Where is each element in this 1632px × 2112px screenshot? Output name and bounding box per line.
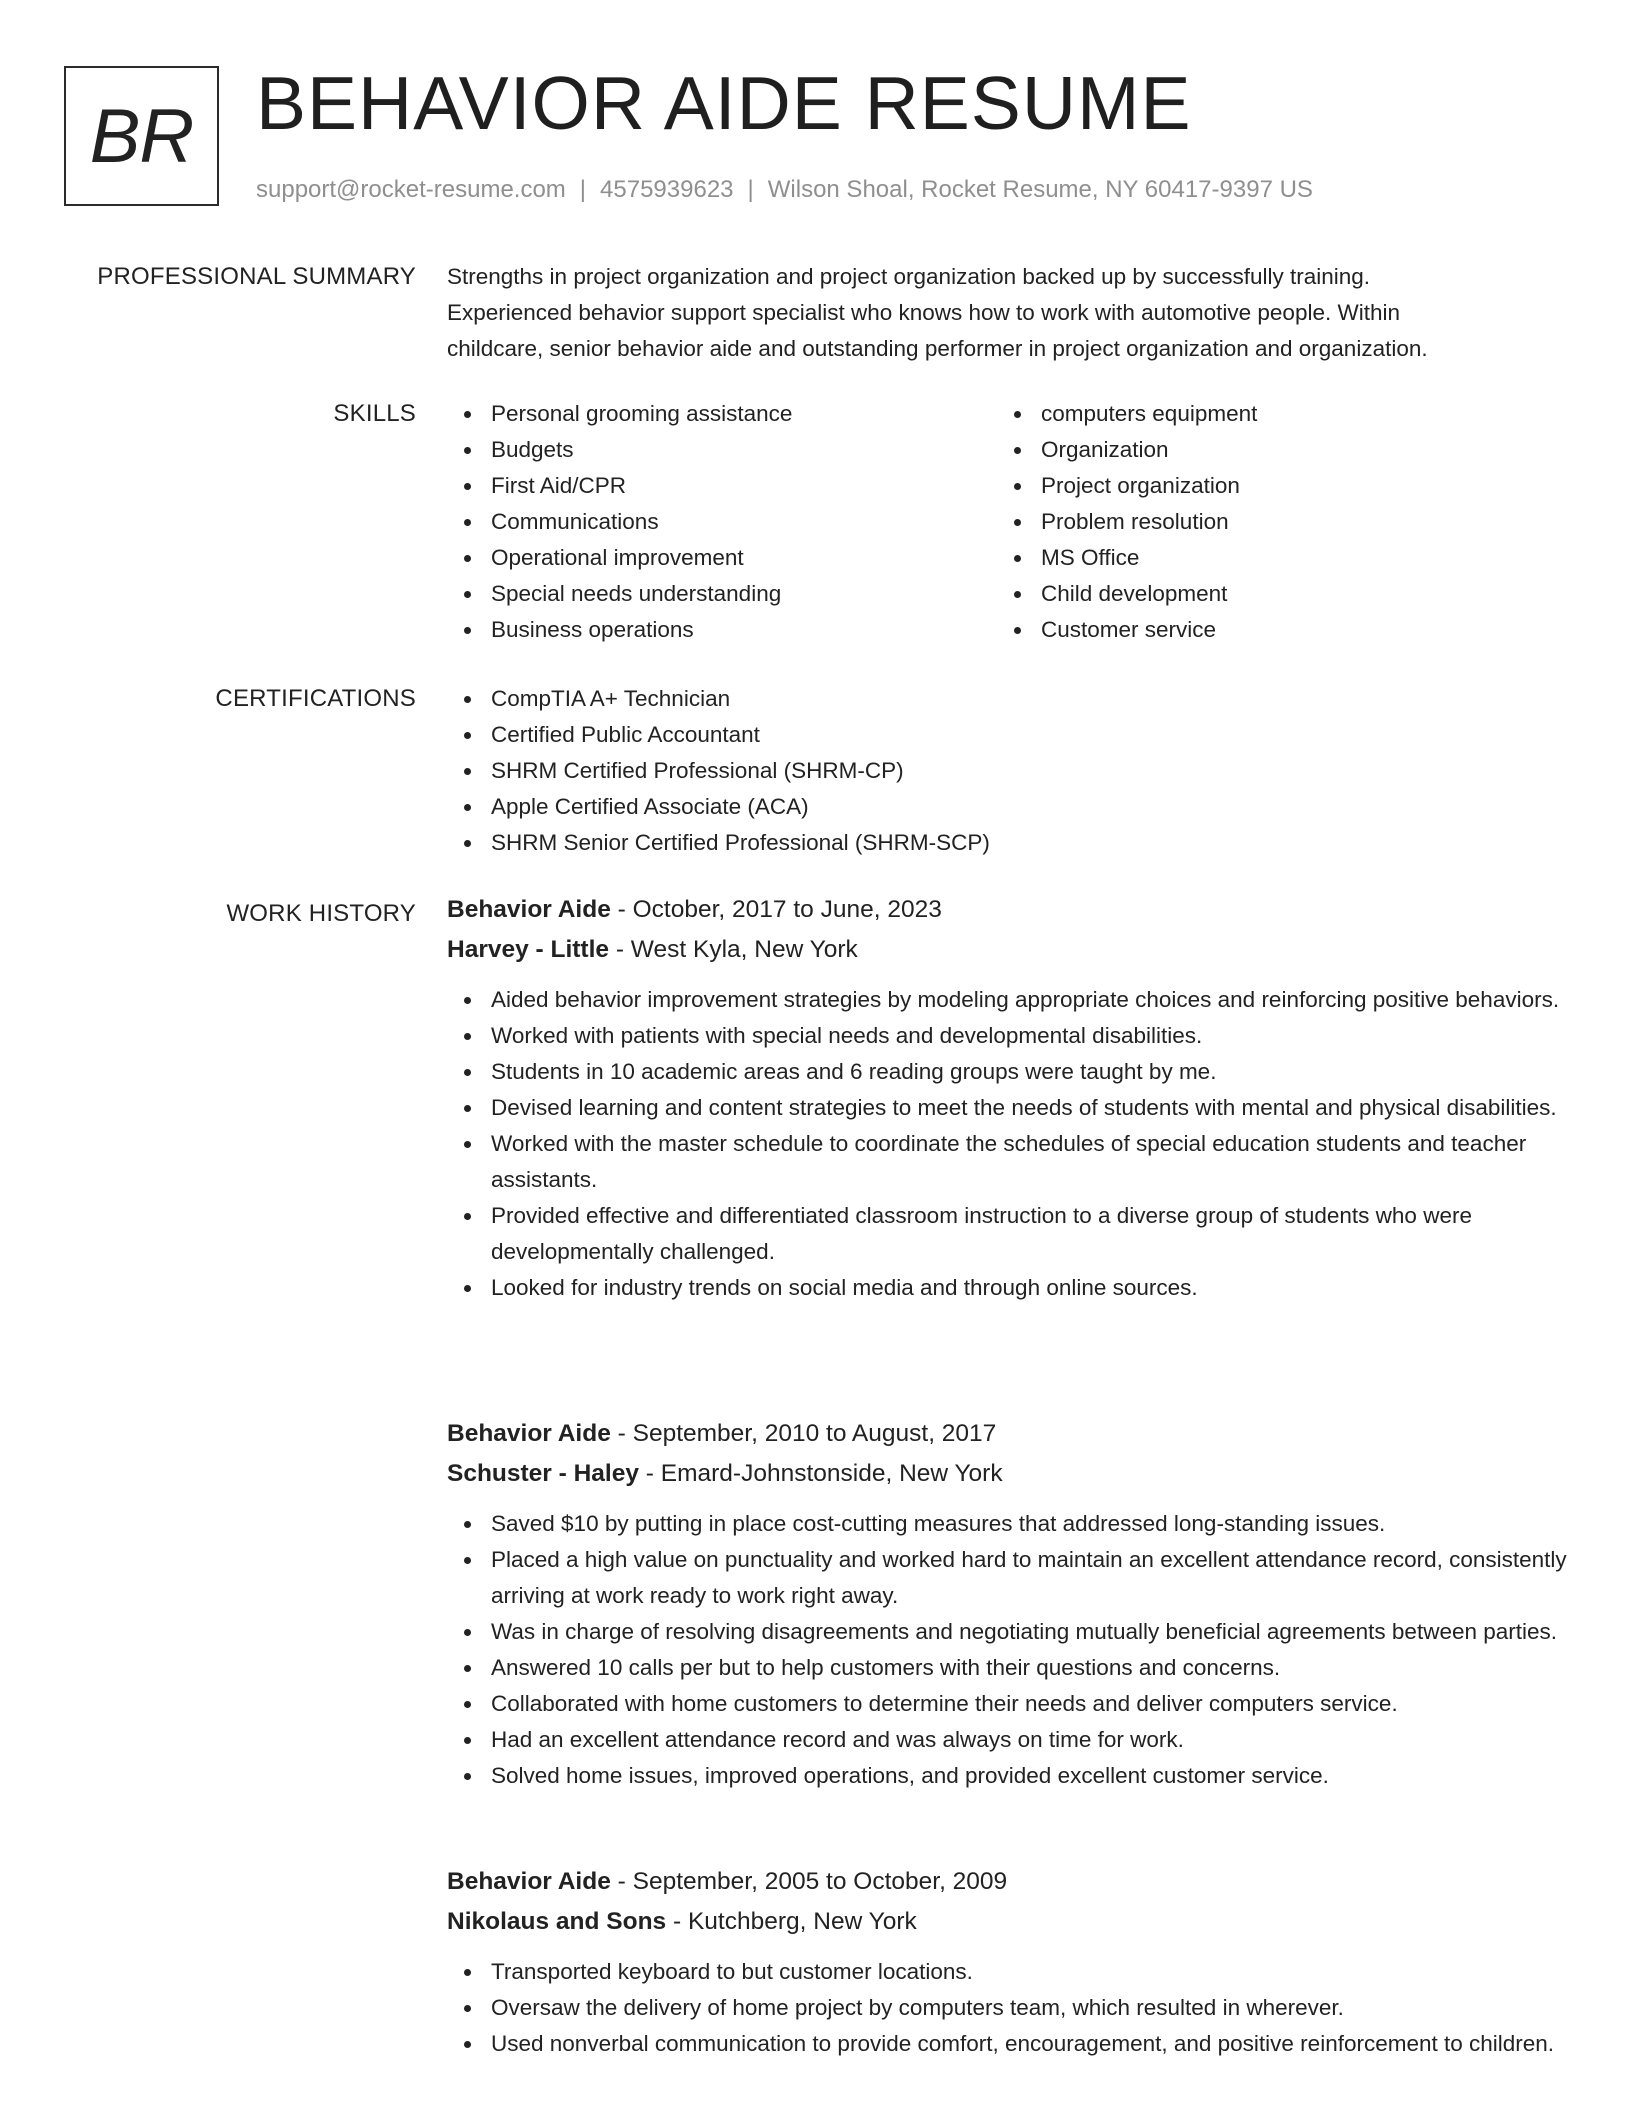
job-dates: - September, 2005 to October, 2009 [610, 1868, 1008, 1895]
skill-item: MS Office [1041, 540, 1257, 576]
job-duty: Had an excellent attendance record and was always on time for work. [491, 1722, 1567, 1758]
certifications-heading: CERTIFICATIONS [215, 685, 416, 712]
job-title: Behavior Aide [447, 1420, 611, 1447]
job-location: - Emard-Johnstonside, New York [639, 1460, 1003, 1487]
skill-item: Budgets [491, 432, 792, 468]
skills-list-right [997, 396, 1257, 648]
job-duty: Used nonverbal communication to provide comfort, encouragement, and positive reinforcement to children. [491, 2026, 1567, 2062]
contact-line [256, 174, 1313, 206]
skill-item: Child development [1041, 576, 1257, 612]
certification-item: Certified Public Accountant [491, 717, 1567, 753]
job-duty: Saved $10 by putting in place cost-cutting measures that addressed long-standing issues. [491, 1506, 1567, 1542]
job-company-line [447, 1454, 1567, 1494]
job-duties-list [447, 1506, 1567, 1794]
skill-item: Organization [1041, 432, 1257, 468]
job-duty: Was in charge of resolving disagreements and negotiating mutually beneficial agreements between parties. [491, 1614, 1567, 1650]
job-duty: Provided effective and differentiated classroom instruction to a diverse group of students who were developmentally challenged. [491, 1198, 1567, 1270]
certification-item: SHRM Senior Certified Professional (SHRM-SCP) [491, 825, 1567, 861]
skill-item: Customer service [1041, 612, 1257, 648]
certifications-list [447, 681, 1567, 861]
skill-item: Business operations [491, 612, 792, 648]
skill-item: computers equipment [1041, 396, 1257, 432]
monogram-initials: BR [89, 94, 194, 179]
job-duty: Worked with patients with special needs and developmental disabilities. [491, 1018, 1567, 1054]
summary-line: Experienced behavior support specialist who knows how to work with automotive people. Within [447, 300, 1400, 325]
monogram-logo [64, 66, 219, 206]
skill-item: Personal grooming assistance [491, 396, 792, 432]
job-dates: - September, 2010 to August, 2017 [610, 1420, 997, 1447]
skills-body [447, 396, 1567, 648]
job-duty: Aided behavior improvement strategies by modeling appropriate choices and reinforcing positive behaviors. [491, 982, 1567, 1018]
summary-line: Strengths in project organization and project organization backed up by successfully training. [447, 264, 1371, 289]
skills-list-left [447, 396, 792, 648]
job-location: - Kutchberg, New York [666, 1908, 917, 1935]
job-title: Behavior Aide [447, 1868, 611, 1895]
contact-email: support@rocket-resume.com [256, 176, 566, 203]
job-title-line [447, 1862, 1567, 1902]
job-duty: Solved home issues, improved operations, and provided excellent customer service. [491, 1758, 1567, 1794]
summary-line: childcare, senior behavior aide and outstanding performer in project organization and organization. [447, 336, 1428, 361]
certification-item: SHRM Certified Professional (SHRM-CP) [491, 753, 1567, 789]
skill-item: Problem resolution [1041, 504, 1257, 540]
work-history-heading: WORK HISTORY [226, 900, 416, 927]
skill-item: Communications [491, 504, 792, 540]
contact-separator: | [747, 176, 754, 203]
job-duty: Oversaw the delivery of home project by computers team, which resulted in wherever. [491, 1990, 1567, 2026]
skill-item: Operational improvement [491, 540, 792, 576]
job-title-line [447, 1414, 1567, 1454]
job-company: Nikolaus and Sons [447, 1908, 667, 1935]
certification-item: CompTIA A+ Technician [491, 681, 1567, 717]
contact-separator: | [579, 176, 587, 203]
job-entry [447, 890, 1567, 1306]
certification-item: Apple Certified Associate (ACA) [491, 789, 1567, 825]
job-location: - West Kyla, New York [609, 936, 858, 963]
job-duty: Placed a high value on punctuality and worked hard to maintain an excellent attendance record, consistently arriving at work ready to work right away. [491, 1542, 1567, 1614]
job-duty: Transported keyboard to but customer locations. [491, 1954, 1567, 1990]
job-duty: Worked with the master schedule to coordinate the schedules of special education students and teacher assistants. [491, 1126, 1567, 1198]
job-duty: Collaborated with home customers to determine their needs and deliver computers service. [491, 1686, 1567, 1722]
job-dates: - October, 2017 to June, 2023 [610, 896, 942, 923]
skills-heading: SKILLS [333, 400, 416, 427]
job-company: Schuster - Haley [447, 1460, 639, 1487]
job-title: Behavior Aide [447, 896, 611, 923]
job-entry [447, 1414, 1567, 1794]
job-duties-list [447, 1954, 1567, 2062]
contact-phone: 4575939623 [600, 176, 734, 203]
job-title-line [447, 890, 1567, 930]
job-duties-list [447, 982, 1567, 1306]
job-duty: Students in 10 academic areas and 6 reading groups were taught by me. [491, 1054, 1567, 1090]
page-title: BEHAVIOR AIDE RESUME [256, 61, 1192, 145]
certifications-body [447, 681, 1567, 861]
contact-address: Wilson Shoal, Rocket Resume, NY 60417-9397 US [767, 176, 1313, 203]
job-duty: Answered 10 calls per but to help customers with their questions and concerns. [491, 1650, 1567, 1686]
job-company: Harvey - Little [447, 936, 610, 963]
job-duty: Looked for industry trends on social media and through online sources. [491, 1270, 1567, 1306]
skill-item: First Aid/CPR [491, 468, 792, 504]
summary-heading: PROFESSIONAL SUMMARY [97, 263, 416, 290]
skill-item: Special needs understanding [491, 576, 792, 612]
job-company-line [447, 1902, 1567, 1942]
job-entry [447, 1862, 1567, 2062]
job-company-line [447, 930, 1567, 970]
skill-item: Project organization [1041, 468, 1257, 504]
summary-body [447, 259, 1567, 367]
job-duty: Devised learning and content strategies to meet the needs of students with mental and physical disabilities. [491, 1090, 1567, 1126]
